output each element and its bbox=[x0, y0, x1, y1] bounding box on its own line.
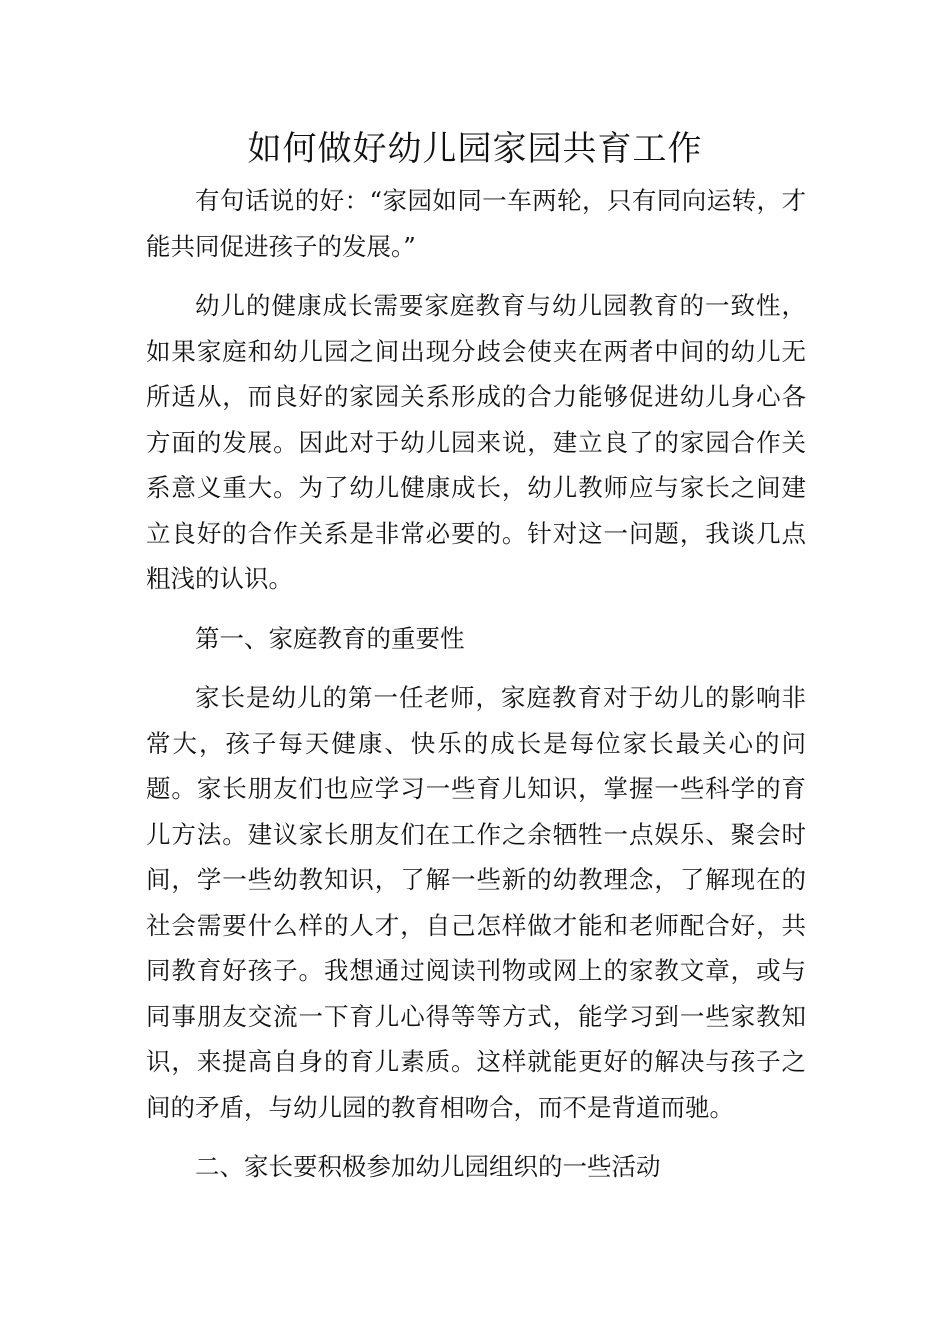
paragraph-intro-quote: 有句话说的好：“家园如同一车两轮，只有同向运转，才能共同促进孩子的发展。” bbox=[146, 186, 806, 261]
document-body bbox=[146, 178, 806, 1190]
section-heading-1: 第一、家庭教育的重要性 bbox=[195, 623, 465, 653]
paragraph-family-education: 家长是幼儿的第一任老师，家庭教育对于幼儿的影响非常大，孩子每天健康、快乐的成长是每位家长最关心的问题。家长朋友们也应学习一些育儿知识，掌握一些科学的育儿方法。建议家长朋友们在工作之余牺牲一点娱乐、聚会时间，学一些幼教知识，了解一些新的幼教理念，了解现在的社会需要什么样的人才，自己怎样做才能和老师配合好，共同教育好孩子。我想通过阅读刊物或网上的家教文章，或与同事朋友交流一下育儿心得等等方式，能学习到一些家教知识，来提高自身的育儿素质。这样就能更好的解决与孩子之间的矛盾，与幼儿园的教育相吻合，而不是背道而驰。 bbox=[146, 683, 806, 1122]
paragraph-consistency: 幼儿的健康成长需要家庭教育与幼儿园教育的一致性，如果家庭和幼儿园之间出现分歧会使夹在两者中间的幼儿无所适从，而良好的家园关系形成的合力能够促进幼儿身心各方面的发展。因此对于幼儿园来说，建立良了的家园合作关系意义重大。为了幼儿健康成长，幼儿教师应与家长之间建立良好的合作关系是非常必要的。针对这一问题，我谈几点粗浅的认识。 bbox=[146, 291, 806, 593]
section-heading-2: 二、家长要积极参加幼儿园组织的一些活动 bbox=[195, 1152, 661, 1181]
document-title: 如何做好幼儿园家园共育工作 bbox=[247, 129, 703, 169]
